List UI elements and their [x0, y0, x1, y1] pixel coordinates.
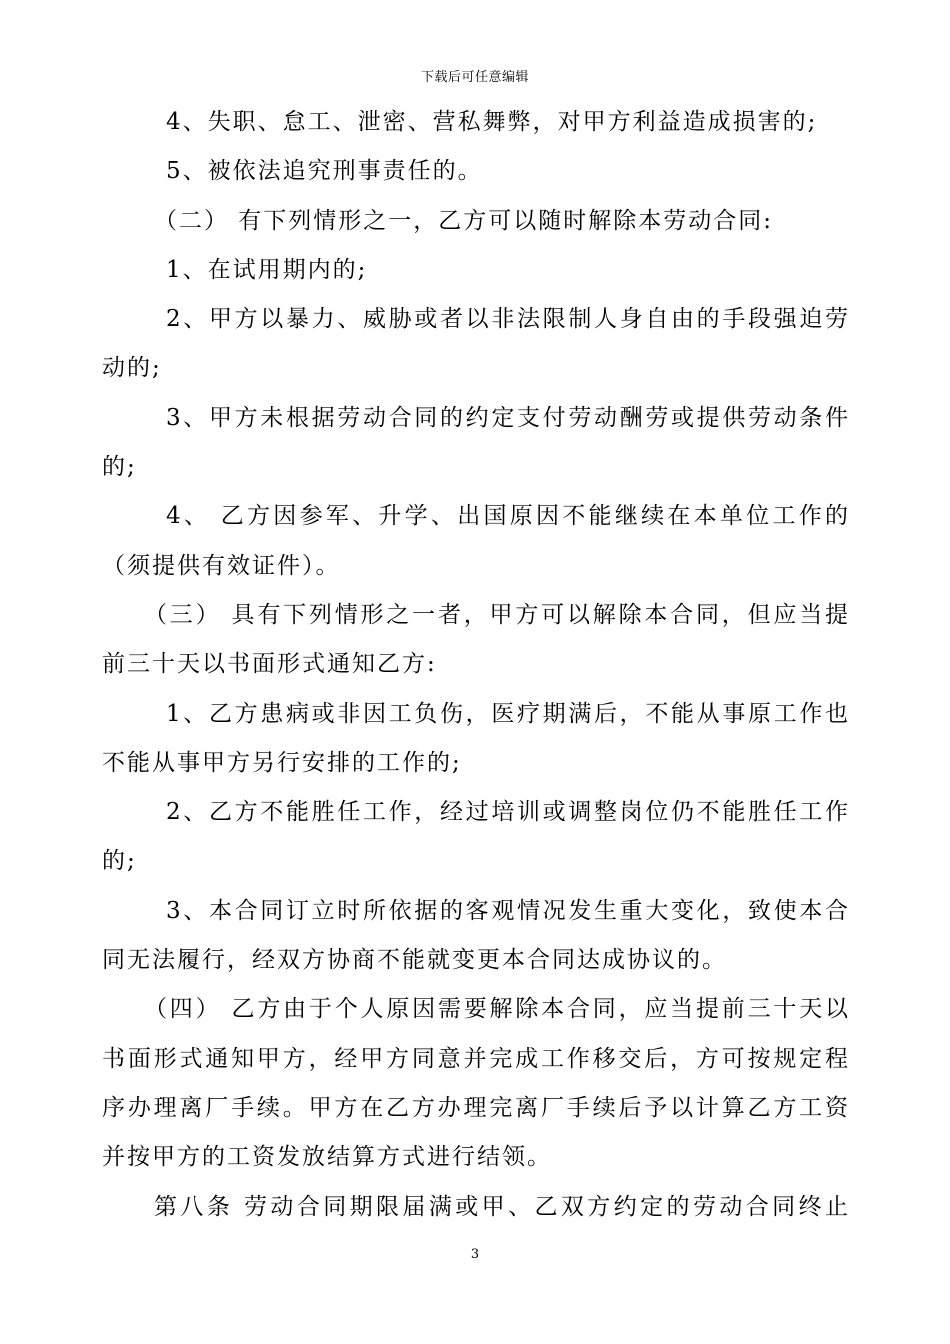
text-line: （四） 乙方由于个人原因需要解除本合同，应当提前三十天以 [144, 996, 850, 1023]
text-line: （二） 有下列情形之一，乙方可以随时解除本劳动合同: [154, 207, 774, 234]
text-line: 动的; [102, 355, 162, 382]
text-line: 3、甲方未根据劳动合同的约定支付劳动酬劳或提供劳动条件 [166, 404, 850, 431]
text-line: 书面形式通知甲方，经甲方同意并完成工作移交后，方可按规定程 [102, 1045, 850, 1072]
text-line: 4、 乙方因参军、升学、出国原因不能继续在本单位工作的 [166, 503, 850, 530]
text-line: 2、甲方以暴力、威胁或者以非法限制人身自由的手段强迫劳 [166, 306, 850, 333]
text-line: 3、本合同订立时所依据的客观情况发生重大变化，致使本合 [166, 897, 850, 924]
text-line: （三） 具有下列情形之一者，甲方可以解除本合同，但应当提 [144, 601, 850, 628]
document-body [102, 98, 850, 1232]
text-line: （须提供有效证件）。 [102, 552, 341, 579]
page-number: 3 [470, 1247, 480, 1262]
text-line: 序办理离厂手续。甲方在乙方办理完离厂手续后予以计算乙方工资 [102, 1094, 850, 1121]
text-line: 4、失职、怠工、泄密、营私舞弊，对甲方利益造成损害的; [166, 109, 818, 135]
header-note: 下载后可任意编辑 [420, 70, 529, 85]
text-line: 的; [102, 848, 137, 875]
text-line: 同无法履行，经双方协商不能就变更本合同达成协议的。 [102, 947, 727, 974]
text-line: 前三十天以书面形式通知乙方: [102, 651, 437, 678]
text-line: 1、在试用期内的; [166, 256, 368, 283]
text-line: 并按甲方的工资发放结算方式进行结领。 [102, 1144, 552, 1171]
text-line: 2、乙方不能胜任工作，经过培训或调整岗位仍不能胜任工作 [166, 799, 850, 826]
text-line: 第八条 劳动合同期限届满或甲、乙双方约定的劳动合同终止 [154, 1193, 850, 1220]
text-line: 的; [102, 454, 137, 481]
text-line: 不能从事甲方另行安排的工作的; [102, 749, 462, 776]
text-line: 1、乙方患病或非因工负伤，医疗期满后，不能从事原工作也 [166, 700, 850, 727]
text-line: 5、被依法追究刑事责任的。 [166, 158, 483, 185]
